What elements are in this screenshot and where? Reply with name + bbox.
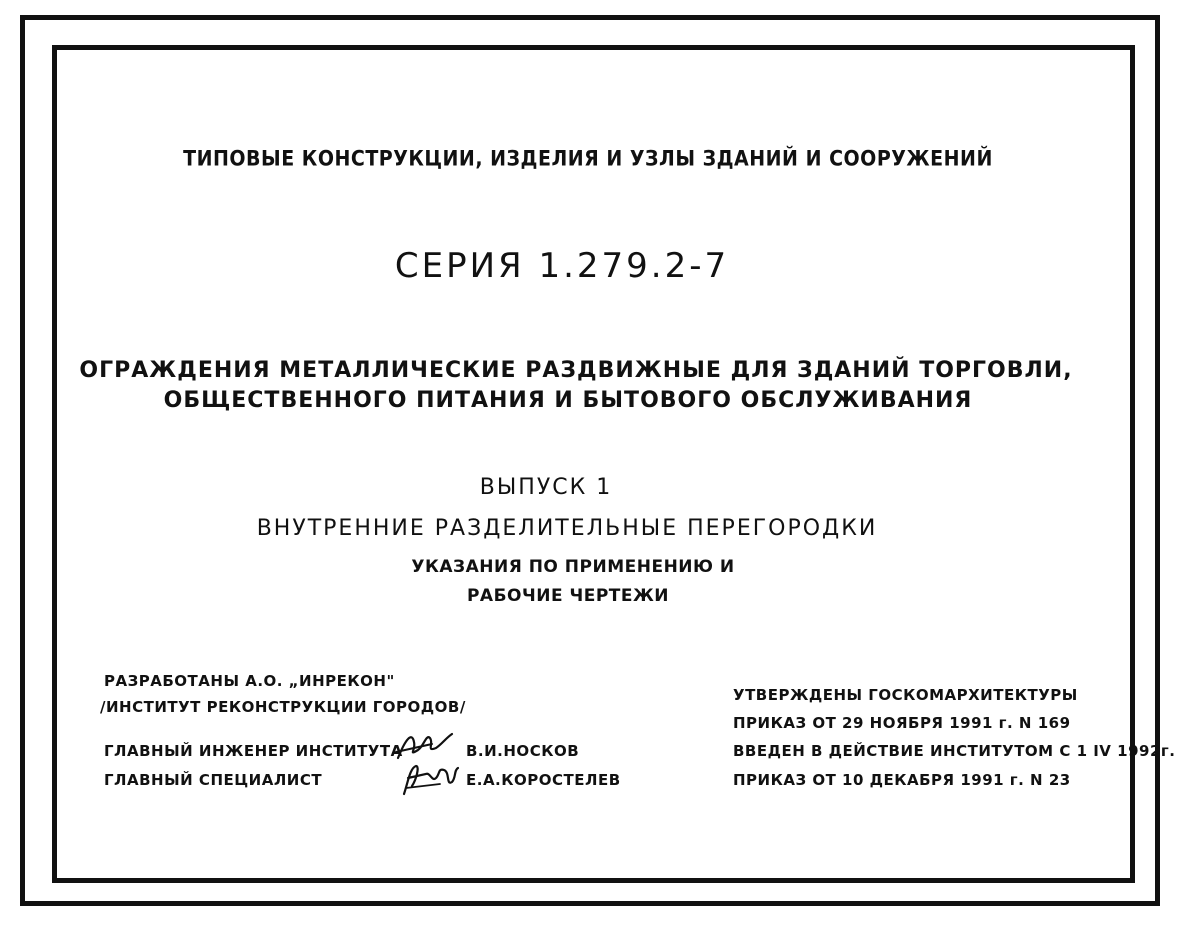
main-title-line-2: ОБЩЕСТВЕННОГО ПИТАНИЯ И БЫТОВОГО ОБСЛУЖИВАНИЯ — [163, 388, 973, 413]
chief-engineer-name: В.И.НОСКОВ — [466, 742, 580, 760]
issue-contents-line-2: РАБОЧИЕ ЧЕРТЕЖИ — [466, 586, 670, 606]
issue-contents-line-1: УКАЗАНИЯ ПО ПРИМЕНЕНИЮ И — [411, 557, 735, 577]
approval-line-4: ПРИКАЗ ОТ 10 ДЕКАБРЯ 1991 г. N 23 — [733, 771, 1071, 789]
main-title-line-1: ОГРАЖДЕНИЯ МЕТАЛЛИЧЕСКИЕ РАЗДВИЖНЫЕ ДЛЯ ЗДАНИЙ ТОРГОВЛИ, — [79, 358, 1073, 383]
developer-line-2: /ИНСТИТУТ РЕКОНСТРУКЦИИ ГОРОДОВ/ — [100, 698, 466, 716]
approval-line-1: УТВЕРЖДЕНЫ ГОСКОМАРХИТЕКТУРЫ — [733, 686, 1078, 704]
chief-specialist-role: ГЛАВНЫЙ СПЕЦИАЛИСТ — [104, 771, 323, 789]
issue-number: ВЫПУСК 1 — [479, 475, 613, 500]
approval-line-2: ПРИКАЗ ОТ 29 НОЯБРЯ 1991 г. N 169 — [733, 714, 1071, 732]
issue-title: ВНУТРЕННИЕ РАЗДЕЛИТЕЛЬНЫЕ ПЕРЕГОРОДКИ — [256, 516, 878, 541]
chief-engineer-signature — [392, 728, 456, 764]
series-title: СЕРИЯ 1.279.2-7 — [394, 246, 730, 286]
series-category: ТИПОВЫЕ КОНСТРУКЦИИ, ИЗДЕЛИЯ И УЗЛЫ ЗДАНИЙ И СООРУЖЕНИЙ — [183, 146, 993, 172]
chief-specialist-name: Е.А.КОРОСТЕЛЕВ — [466, 771, 621, 789]
chief-engineer-role: ГЛАВНЫЙ ИНЖЕНЕР ИНСТИТУТА — [104, 742, 403, 760]
developer-line-1: РАЗРАБОТАНЫ А.О. „ИНРЕКОН" — [104, 672, 395, 690]
chief-specialist-signature — [396, 760, 460, 800]
approval-line-3: ВВЕДЕН В ДЕЙСТВИЕ ИНСТИТУТОМ С 1 IV 1992г. — [733, 742, 1176, 760]
